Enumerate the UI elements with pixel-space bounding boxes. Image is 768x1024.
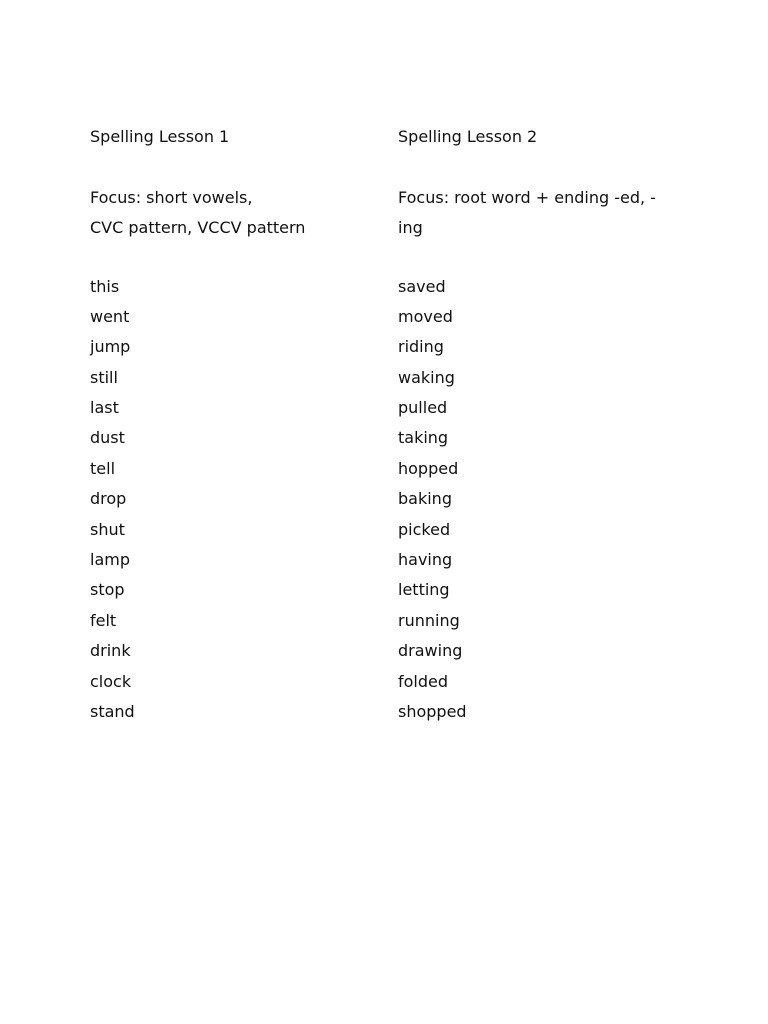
word-item: riding <box>398 337 444 357</box>
word-item: jump <box>90 337 131 357</box>
word-item: moved <box>398 306 453 326</box>
word-item: felt <box>90 610 117 630</box>
word-item: pulled <box>398 398 448 418</box>
lesson-2-word-list <box>398 272 698 728</box>
lesson-2-focus-line-2: ing <box>398 218 423 237</box>
lesson-2-title: Spelling Lesson 2 <box>398 127 538 146</box>
lesson-2-focus-line-1: Focus: root word + ending -ed, - <box>398 187 656 207</box>
lesson-1-column <box>90 122 390 727</box>
word-item: went <box>90 306 130 326</box>
word-item: tell <box>90 458 116 478</box>
word-item: letting <box>398 580 450 600</box>
word-item: dust <box>90 428 125 448</box>
lesson-1-word-list <box>90 272 390 728</box>
word-item: drop <box>90 489 127 509</box>
word-item: this <box>90 276 120 296</box>
word-item: having <box>398 550 453 570</box>
word-item: picked <box>398 519 451 539</box>
word-item: running <box>398 610 460 630</box>
word-item: taking <box>398 428 449 448</box>
lesson-1-focus-line-1: Focus: short vowels, <box>90 187 253 207</box>
word-item: still <box>90 367 118 387</box>
lesson-1-title: Spelling Lesson 1 <box>90 127 230 146</box>
word-item: shut <box>90 519 125 539</box>
word-item: stop <box>90 580 125 600</box>
word-item: saved <box>398 276 446 296</box>
word-item: clock <box>90 671 132 691</box>
lesson-2-column <box>398 122 698 727</box>
word-item: last <box>90 398 119 418</box>
word-item: stand <box>90 701 135 721</box>
word-item: waking <box>398 367 455 387</box>
word-item: lamp <box>90 550 130 570</box>
lesson-1-focus-line-2: CVC pattern, VCCV pattern <box>90 218 306 237</box>
word-item: baking <box>398 489 452 509</box>
word-item: drink <box>90 641 131 661</box>
word-item: folded <box>398 671 449 691</box>
word-item: drawing <box>398 641 463 661</box>
word-item: hopped <box>398 458 459 478</box>
word-item: shopped <box>398 701 467 721</box>
